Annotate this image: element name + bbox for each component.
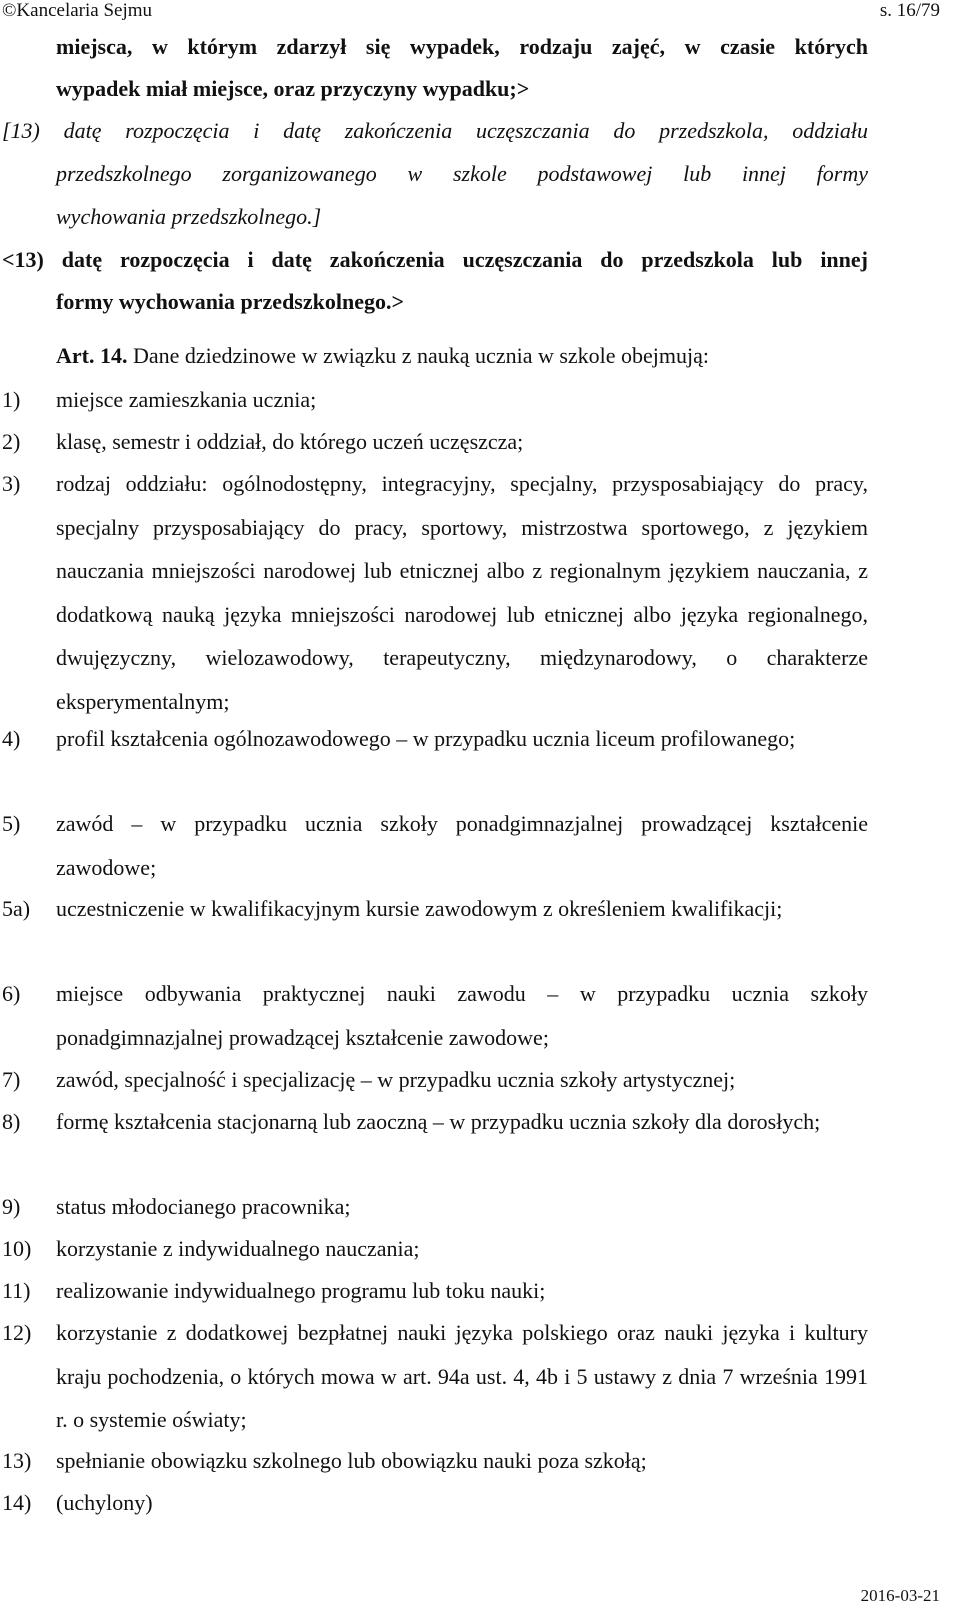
- new-point-13-line-1: <13) datę rozpoczęcia i datę zakończenia uczęszczania do przedszkola lub innej: [2, 247, 868, 272]
- item-number: 5): [2, 811, 21, 836]
- item-text: formę kształcenia stacjonarną lub zaoczną – w przypadku ucznia szkoły dla dorosłych;: [56, 1109, 821, 1134]
- prior-point-line-2: wypadek miał miejsce, oraz przyczyny wypadku;>: [56, 76, 530, 101]
- item-number: 1): [2, 387, 21, 412]
- item-text: zawód, specjalność i specjalizację – w przypadku ucznia szkoły artystycznej;: [56, 1067, 736, 1092]
- item-number: 10): [2, 1236, 32, 1261]
- item-text: realizowanie indywidualnego programu lub toku nauki;: [56, 1278, 546, 1303]
- item-text: korzystanie z indywidualnego nauczania;: [56, 1236, 420, 1261]
- item-text: rodzaj oddziału: ogólnodostępny, integracyjny, specjalny, przysposabiający do pracy, specjalny przysposabiający do pracy, sportowy, mistrzostwa sportowego, z językiem nauczania mniejszości narodowej lub etnicznej albo z regionalnym językiem nauczania, z dodatkową nauką języka mniejszości narodowej lub etnicznej albo języka regionalnego, dwujęzyczny, wielozawodowy, terapeutyczny, międzynarodowy, o charakterze eksperymentalnym;: [56, 471, 868, 714]
- copyright-header: ©Kancelaria Sejmu: [2, 0, 153, 21]
- item-text: (uchylony): [56, 1490, 153, 1515]
- old-point-13-line-1: [13) datę rozpoczęcia i datę zakończenia uczęszczania do przedszkola, oddziału: [2, 118, 868, 143]
- new-point-13-line-2: formy wychowania przedszkolnego.>: [56, 289, 405, 314]
- item-number: 2): [2, 429, 21, 454]
- article-label: Art. 14.: [56, 343, 128, 368]
- page-number: s. 16/79: [879, 0, 940, 21]
- item-number: 4): [2, 726, 21, 751]
- article-intro: Dane dziedzinowe w związku z nauką ucznia w szkole obejmują:: [132, 343, 710, 368]
- item-text: zawód – w przypadku ucznia szkoły ponadgimnazjalnej prowadzącej kształcenie zawodowe;: [56, 811, 868, 880]
- item-number: 14): [2, 1490, 32, 1515]
- item-number: 8): [2, 1109, 21, 1134]
- item-text: klasę, semestr i oddział, do którego uczeń uczęszcza;: [56, 429, 524, 454]
- item-text: miejsce odbywania praktycznej nauki zawodu – w przypadku ucznia szkoły ponadgimnazjalnej prowadzącej kształcenie zawodowe;: [56, 981, 868, 1050]
- old-point-13-line-3: wychowania przedszkolnego.]: [56, 204, 322, 229]
- item-text: status młodocianego pracownika;: [56, 1194, 351, 1219]
- footer-date: 2016-03-21: [860, 1586, 940, 1605]
- prior-point-line-1: miejsca, w którym zdarzył się wypadek, rodzaju zajęć, w czasie których: [56, 34, 868, 59]
- item-text: korzystanie z dodatkowej bezpłatnej nauki języka polskiego oraz nauki języka i kultury kraju pochodzenia, o których mowa w art. 94a ust. 4, 4b i 5 ustawy z dnia 7 września 1991 r. o systemie oświaty;: [56, 1320, 868, 1432]
- item-number: 6): [2, 981, 21, 1006]
- item-number: 9): [2, 1194, 21, 1219]
- old-point-13-line-2: przedszkolnego zorganizowanego w szkole podstawowej lub innej formy: [56, 161, 868, 186]
- item-text: spełnianie obowiązku szkolnego lub obowiązku nauki poza szkołą;: [56, 1448, 647, 1473]
- article-heading: [56, 341, 709, 371]
- item-number: 3): [2, 471, 21, 496]
- item-text: miejsce zamieszkania ucznia;: [56, 387, 317, 412]
- item-number: 12): [2, 1320, 32, 1345]
- item-number: 11): [2, 1278, 31, 1303]
- item-number: 7): [2, 1067, 21, 1092]
- item-number: 13): [2, 1448, 32, 1473]
- item-text: uczestniczenie w kwalifikacyjnym kursie zawodowym z określeniem kwalifikacji;: [56, 896, 783, 921]
- item-text: profil kształcenia ogólnozawodowego – w przypadku ucznia liceum profilowanego;: [56, 726, 796, 751]
- item-number: 5a): [2, 896, 31, 921]
